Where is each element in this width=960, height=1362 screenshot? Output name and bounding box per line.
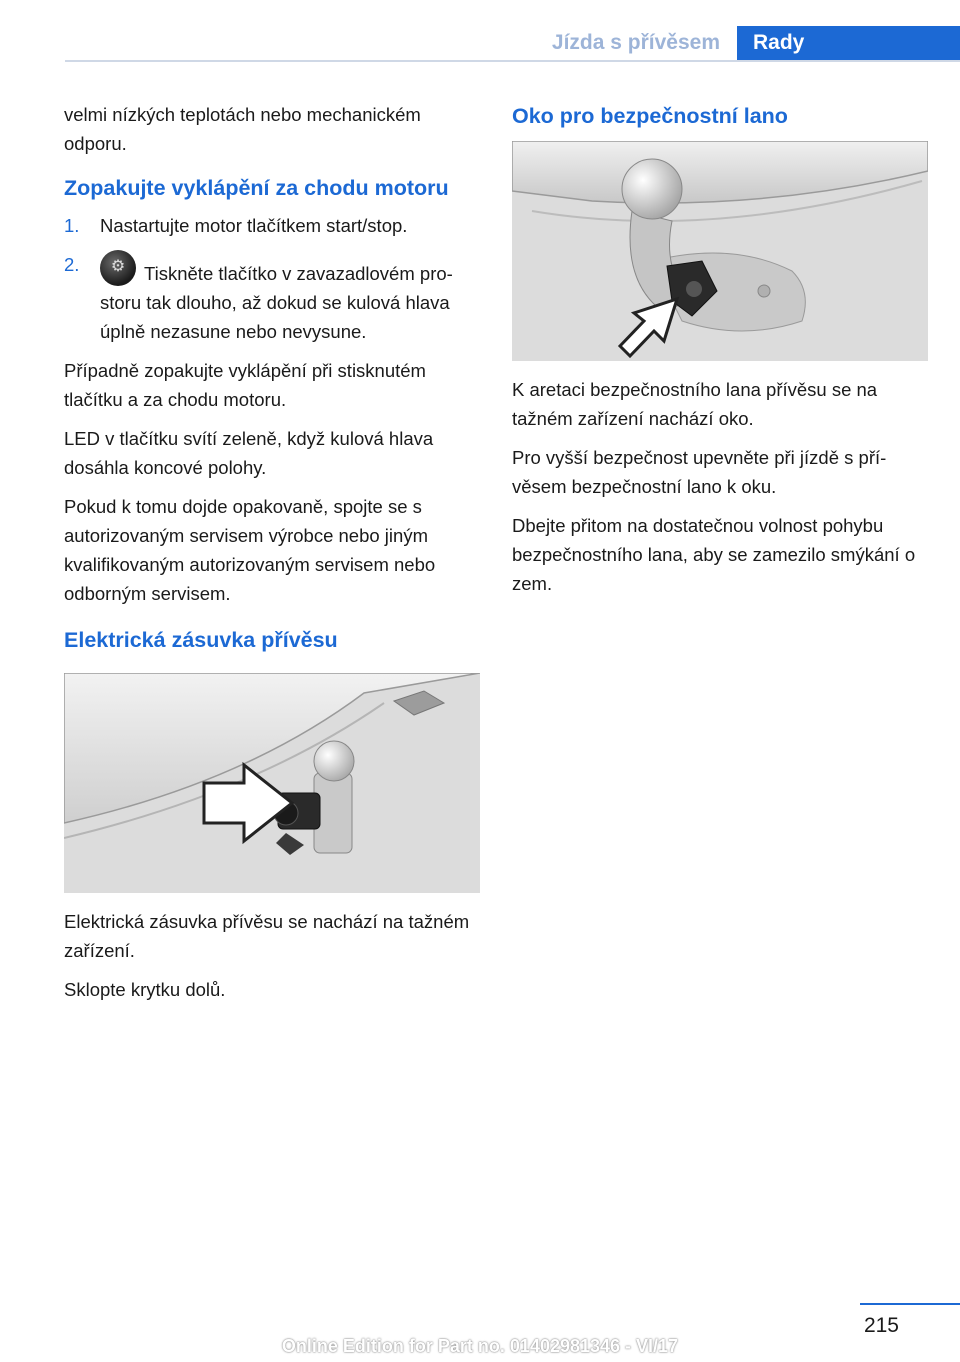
intro-paragraph: velmi nízkých teplotách nebo mechanickém odporu.: [64, 104, 421, 154]
list-item: [64, 211, 482, 240]
step-text: Tiskněte tlačítko v zavazadlovém prostoru tak dlouho, až dokud se kulová hlava úplně nezasune nebo nevysune.: [100, 263, 453, 342]
edition-footer: Online Edition for Part no. 01402981346 - VI/17: [281, 1336, 679, 1356]
paragraph: Případně zopakujte vyklápění při stisknutém tlačítku a za chodu motoru.: [64, 360, 426, 410]
step-number: 1.: [64, 215, 80, 236]
paragraph: LED v tlačítku svítí zeleně, když kulová hlava dosáhla koncové polohy.: [64, 428, 434, 478]
paragraph: Pro vyšší bezpečnost upevněte při jízdě s přívěsem bezpečnostní lano k oku.: [512, 447, 887, 497]
paragraph: Dbejte přitom na dostatečnou volnost pohybu bezpečnostního lana, aby se zamezilo smýkání o zem.: [512, 515, 916, 594]
paragraph: Sklopte krytku dolů.: [64, 979, 226, 1000]
left-column: [64, 100, 482, 1014]
paragraph: K aretaci bezpečnostního lana přívěsu se na tažném zařízení nachází oko.: [512, 379, 878, 429]
right-column: [512, 100, 930, 608]
list-item: [64, 250, 482, 346]
steps-list: [64, 211, 482, 346]
header-chapter-tab[interactable]: Rady: [737, 26, 960, 62]
paragraph: Pokud k tomu dojde opakovaně, spojte se s autorizovaným servisem výrobce nebo jiným kvalifikovaným autorizovaným servisem nebo odborným servisem.: [64, 496, 436, 604]
header-divider: [65, 60, 960, 62]
figure-caption: Elektrická zásuvka přívěsu se nachází na tažném zařízení.: [64, 911, 470, 961]
header-section-tab[interactable]: Jízda s přívěsem: [551, 31, 720, 54]
trailer-hitch-button-icon: ⚙: [100, 250, 136, 286]
page-number: 215: [863, 1314, 899, 1337]
step-number: 2.: [64, 254, 80, 275]
section-heading-trailer-socket: Elektrická zásuvka přívěsu: [64, 628, 338, 652]
step-text: Nastartujte motor tlačítkem start/stop.: [100, 215, 408, 236]
safety-cable-eye-illustration: [512, 141, 928, 361]
section-heading-safety-eye: Oko pro bezpečnostní lano: [512, 104, 788, 128]
section-heading-repeat-fold: Zopakujte vyklápění za chodu motoru: [64, 176, 449, 200]
trailer-socket-illustration: [64, 673, 480, 893]
page-number-rule: [860, 1303, 960, 1305]
